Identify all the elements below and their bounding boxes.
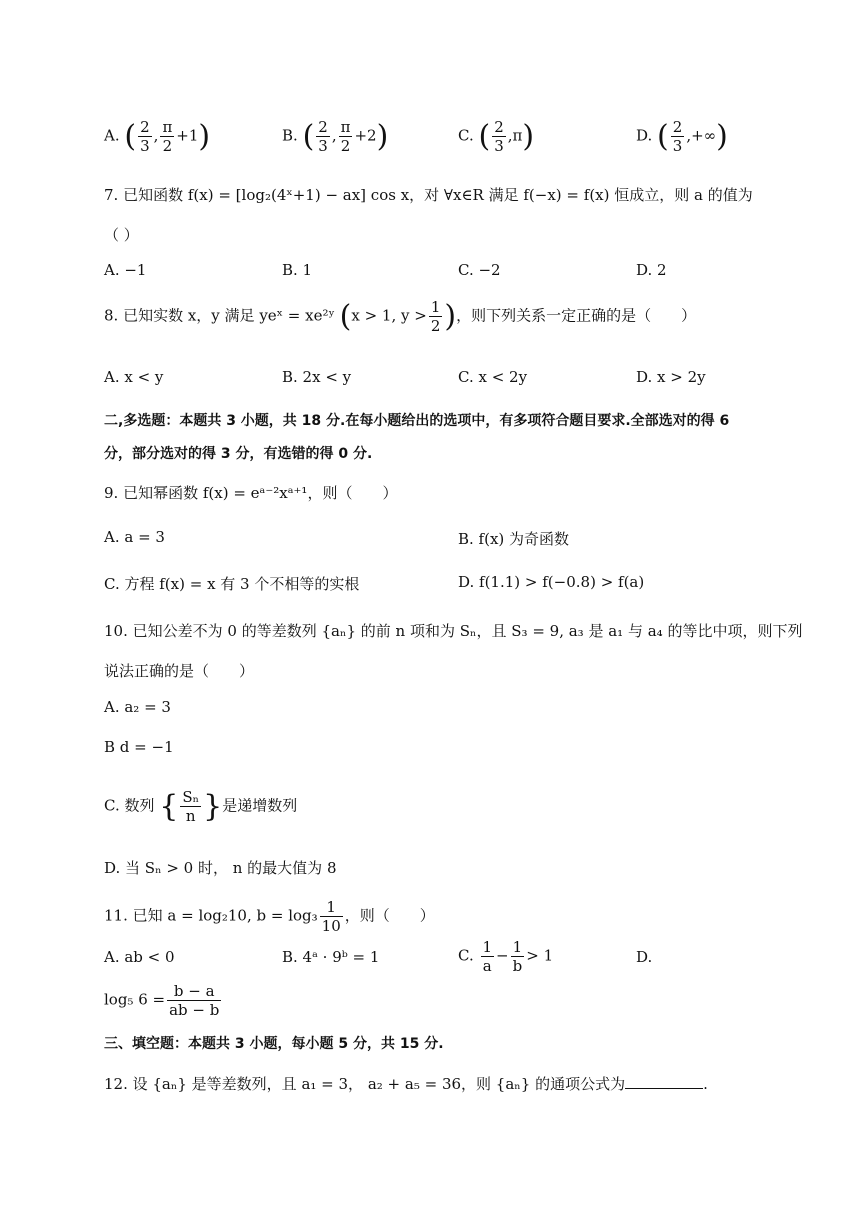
q11-option-d-expr	[104, 982, 223, 1019]
q8-stem-prefix: 8. 已知实数 x，y 满足 yeˣ = xe²ʸ	[104, 306, 335, 325]
q9-option-c: C. 方程 f(x) = x 有 3 个不相等的实根	[104, 575, 360, 593]
q11-option-b: B. 4ᵃ · 9ᵇ = 1	[282, 948, 380, 966]
q11-stem	[104, 898, 435, 935]
q11-option-d: D.	[636, 948, 653, 966]
fraction: $\frac{\pi}{2}$	[340, 118, 351, 155]
option-text: > 1	[526, 946, 554, 965]
q10-option-b: B d = −1	[104, 738, 174, 756]
option-label: A.	[104, 126, 120, 145]
q7-option-b: B. 1	[282, 261, 313, 279]
section2-line2: 分，部分选对的得 3 分，有选错的得 0 分.	[104, 446, 373, 462]
q9-option-d: D. f(1.1) > f(−0.8) > f(a)	[458, 573, 645, 591]
option-label: B.	[282, 126, 298, 145]
q10-stem-2: 说法正确的是（ ）	[104, 662, 255, 680]
q7-option-c: C. −2	[458, 261, 501, 279]
option-label: C. 数列	[104, 796, 155, 815]
q10-stem: 10. 已知公差不为 0 的等差数列 {aₙ} 的前 n 项和为 Sₙ，且 S₃ = 9, a₃ 是 a₁ 与 a₄ 的等比中项，则下列	[104, 622, 803, 640]
q12-end: .	[703, 1075, 708, 1093]
q7-option-d: D. 2	[636, 261, 667, 279]
q8-stem-suffix: ，则下列关系一定正确的是（ ）	[456, 306, 697, 325]
q9-option-a: A. a = 3	[104, 528, 165, 546]
q10-option-d: D. 当 Sₙ > 0 时， n 的最大值为 8	[104, 859, 337, 877]
q9-option-b: B. f(x) 为奇函数	[458, 530, 570, 548]
q8-option-b: B. 2x < y	[282, 368, 352, 386]
option-text: 是递增数列	[222, 796, 298, 815]
q7-option-a: A. −1	[104, 261, 147, 279]
q6-option-a: A. ( $\frac{2}{3}$ , $\frac{\pi}{2}$ +1)	[104, 118, 211, 155]
section3-heading: 三、填空题：本题共 3 小题，每小题 5 分，共 15 分.	[104, 1036, 444, 1052]
fraction: $\frac{1}{a}$	[482, 938, 493, 975]
paren-open: (	[124, 119, 137, 154]
q6-option-c: C. ( $\frac{2}{3}$ ,π)	[458, 118, 535, 155]
option-label: C.	[458, 126, 474, 145]
fraction: $\frac{2}{3}$	[318, 118, 328, 155]
q11-option-c: C. $\frac{1}{a}$ − $\frac{1}{b}$ > 1	[458, 938, 554, 975]
fraction: $\frac{2}{3}$	[140, 118, 150, 155]
option-label: D.	[636, 126, 653, 145]
fraction: $\frac{b - a}{ab - b}$	[169, 982, 220, 1019]
q8-condition: x > 1, y >	[351, 306, 427, 325]
fraction: $\frac{\pi}{2}$	[162, 118, 173, 155]
option-text: log₅ 6 =	[104, 990, 166, 1009]
q12-stem-text: 12. 设 {aₙ} 是等差数列，且 a₁ = 3， a₂ + a₅ = 36，则 {aₙ} 的通项公式为	[104, 1075, 626, 1093]
option-label: C.	[458, 946, 474, 965]
fraction: $\frac{1}{b}$	[512, 938, 523, 975]
q9-stem: 9. 已知幂函数 f(x) = eᵃ⁻²xᵃ⁺¹，则（ ）	[104, 484, 398, 502]
q8-option-a: A. x < y	[104, 368, 164, 386]
q6-option-b: B. ( $\frac{2}{3}$ , $\frac{\pi}{2}$ +2)	[282, 118, 389, 155]
q10-option-c: C. 数列 { $\frac{\text{Sₙ}}{n}$ }是递增数列	[104, 788, 298, 825]
q12-stem	[104, 1073, 708, 1094]
q11-option-a: A. ab < 0	[104, 948, 175, 966]
q11-stem-suffix: ，则（ ）	[344, 906, 435, 925]
fraction: $\frac{\text{Sₙ}}{n}$	[182, 788, 200, 825]
fraction: $\frac{1}{2}$	[430, 298, 441, 335]
answer-blank[interactable]	[625, 1074, 703, 1089]
q7-paren: （ ）	[104, 226, 139, 244]
fraction: $\frac{2}{3}$	[494, 118, 504, 155]
q8-stem: 8. 已知实数 x，y 满足 yeˣ = xe²ʸ (x > 1, y > $\frac{1}{2}$ )，则下列关系一定正确的是（ ）	[104, 298, 697, 335]
q10-option-a: A. a₂ = 3	[104, 698, 171, 716]
q6-option-d: D. ( $\frac{2}{3}$ ,+∞)	[636, 118, 728, 155]
section2-line1: 二,多选题：本题共 3 小题，共 18 分.在每小题给出的选项中，有多项符合题目要求.全部选对的得 6	[104, 413, 730, 429]
q11-stem-prefix: 11. 已知 a = log₂10, b = log₃	[104, 906, 318, 925]
fraction: $\frac{2}{3}$	[672, 118, 683, 155]
fraction: $\frac{1}{10}$	[321, 898, 341, 935]
q8-option-c: C. x < 2y	[458, 368, 528, 386]
q8-option-d: D. x > 2y	[636, 368, 706, 386]
q7-stem: 7. 已知函数 f(x) = [log₂(4ˣ+1) − ax] cos x，对 ∀x∈R 满足 f(−x) = f(x) 恒成立，则 a 的值为	[104, 186, 753, 204]
